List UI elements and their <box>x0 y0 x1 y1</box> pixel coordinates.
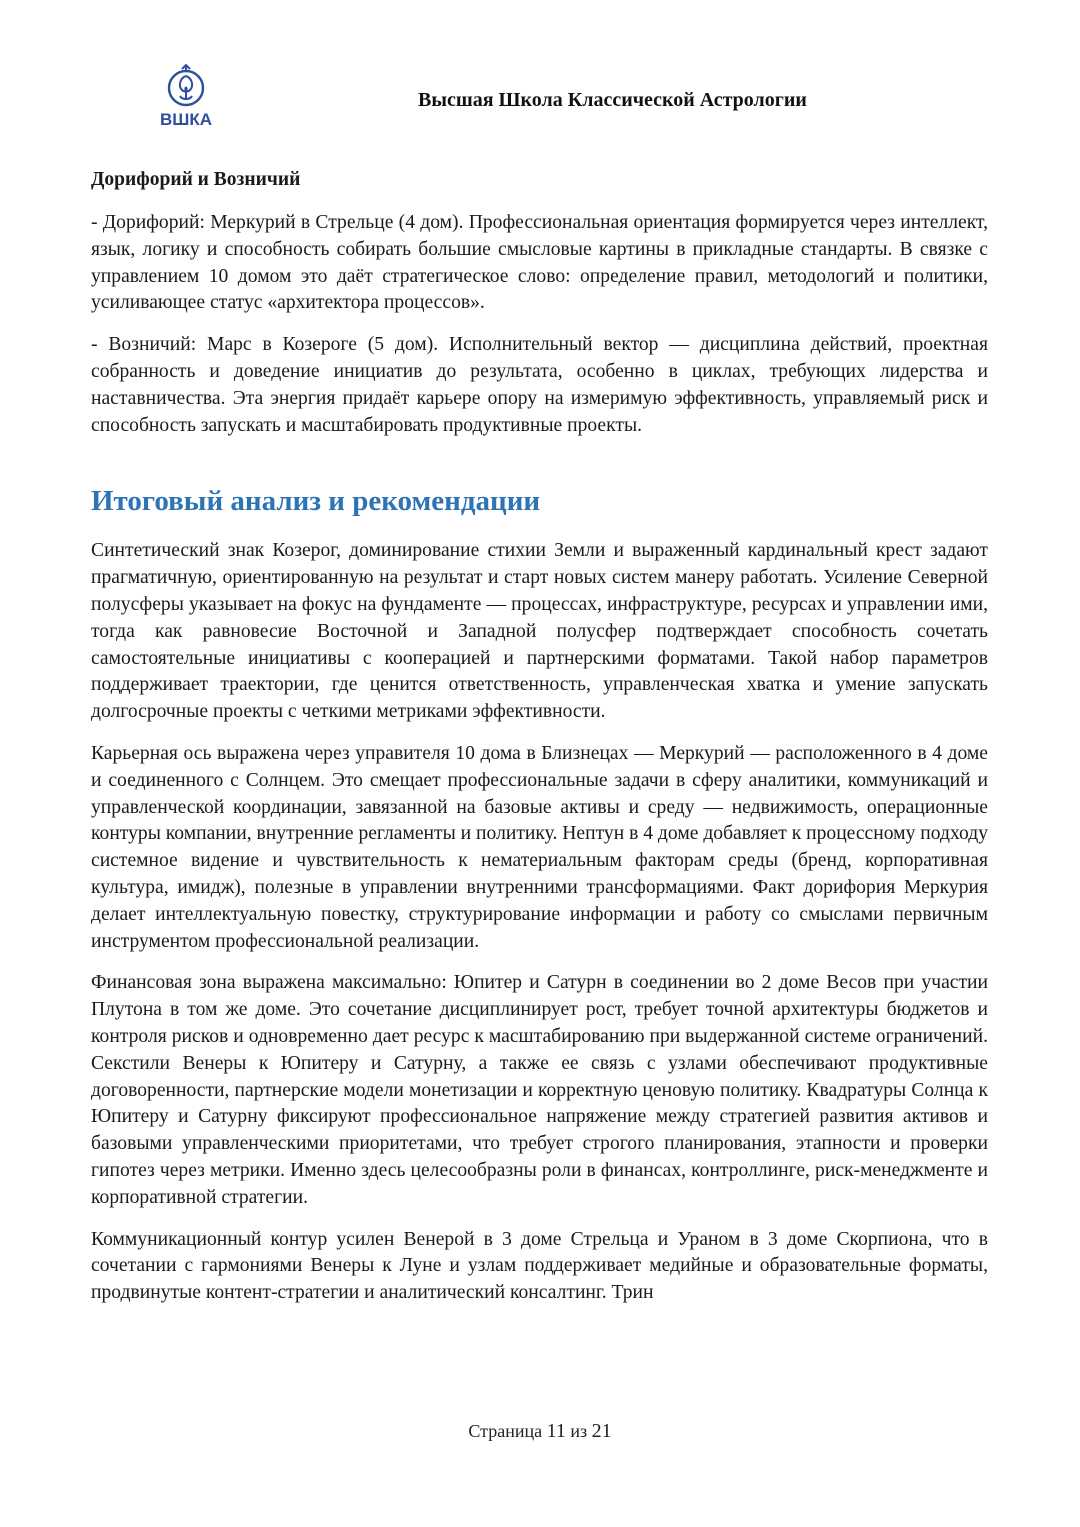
school-name-header: Высшая Школа Классической Астрологии <box>418 89 807 111</box>
school-logo <box>158 64 214 130</box>
page-footer <box>0 1420 1080 1443</box>
doriphory-heading: Дорифорий и Возничий <box>91 169 301 190</box>
summary-paragraph: Синтетический знак Козерог, доминирование стихии Земли и выраженный кардинальный крест задают прагматичную, ориентированную на результат и старт новых систем манеру работать. Усиление Северной полусферы указывает на фокус на фундаменте — процессах, инфраструктуре, ресурсах и управлении ими, тогда как равновесие Восточной и Западной полусфер подтверждает способность сочетать самостоятельные инициативы с кооперацией и партнерскими форматами. Такой набор параметров поддерживает траектории, где ценится ответственность, управленческая хватка и умение запускать долгосрочные проекты с четкими метриками эффективности. <box>91 540 988 723</box>
page-content <box>91 166 988 1322</box>
summary-paragraph: Карьерная ось выражена через управителя 10 дома в Близнецах — Меркурий — расположенного в 4 доме и соединенного с Солнцем. Это смещает профессиональные задачи в сферу аналитики, коммуникаций и управленческой координации, завязанной на базовые активы и среду — недвижимость, операционные контуры компании, внутренние регламенты и политику. Нептун в 4 доме добавляет к процессному подходу системное видение и чувствительность к нематериальным факторам среды (бренд, корпоративная культура, имидж), полезные в управлении внутренними трансформациями. Факт дорифория Меркурия делает интеллектуальную повестку, структурирование информации и работу со смыслами первичным инструментом профессиональной реализации. <box>91 742 988 952</box>
summary-paragraph: Коммуникационный контур усилен Венерой в 3 доме Стрельца и Ураном в 3 доме Скорпиона, что в сочетании с гармониями Венеры к Луне и узлам поддерживает медийные и образовательные форматы, продвинутые контент-стратегии и аналитический консалтинг. Трин <box>91 1228 988 1304</box>
page-total-number: 21 <box>591 1420 612 1442</box>
logo-text: ВШКА <box>159 110 212 129</box>
charioteer-paragraph: - Возничий: Марс в Козероге (5 дом). Исполнительный вектор — дисциплина действий, проектная собранность и доведение инициатив до результата, особенно в циклах, требующих лидерства и наставничества. Эта энергия придаёт карьере опору на измеримую эффективность, управляемый риск и способность запускать и масштабировать продуктивные проекты. <box>91 334 988 436</box>
school-emblem-icon <box>158 64 214 110</box>
doriphory-paragraph: - Дорифорий: Меркурий в Стрельце (4 дом). Профессиональная ориентация формируется через интеллект, язык, логику и способность собирать большие смысловые картины в прикладные стандарты. В связке с управлением 10 домом это даёт стратегическое слово: определение правил, методологий и политики, усиливающее статус «архитектора процессов». <box>91 212 988 314</box>
page-current-number: 11 <box>546 1420 566 1442</box>
summary-heading: Итоговый анализ и рекомендации <box>91 485 541 518</box>
of-word: из <box>570 1421 588 1441</box>
summary-paragraph: Финансовая зона выражена максимально: Юпитер и Сатурн в соединении во 2 доме Весов при участии Плутона в том же доме. Это сочетание дисциплинирует рост, требует точной архитектуры бюджетов и контроля рисков и одновременно дает ресурс к масштабированию при выдержанной системе ограничений. Секстили Венеры к Юпитеру и Сатурну, а также ее связь с узлами обеспечивают продуктивные договоренности, партнерские модели монетизации и корректную ценовую политику. Квадратуры Солнца к Юпитеру и Сатурну фиксируют профессиональное напряжение между стратегией развития активов и базовыми управленческими приоритетами, что требует строгого планирования, этапности и проверки гипотез через метрики. Именно здесь целесообразны роли в финансах, контроллинге, риск-менеджменте и корпоративной стратегии. <box>91 972 988 1208</box>
page-word: Страница <box>468 1421 543 1441</box>
